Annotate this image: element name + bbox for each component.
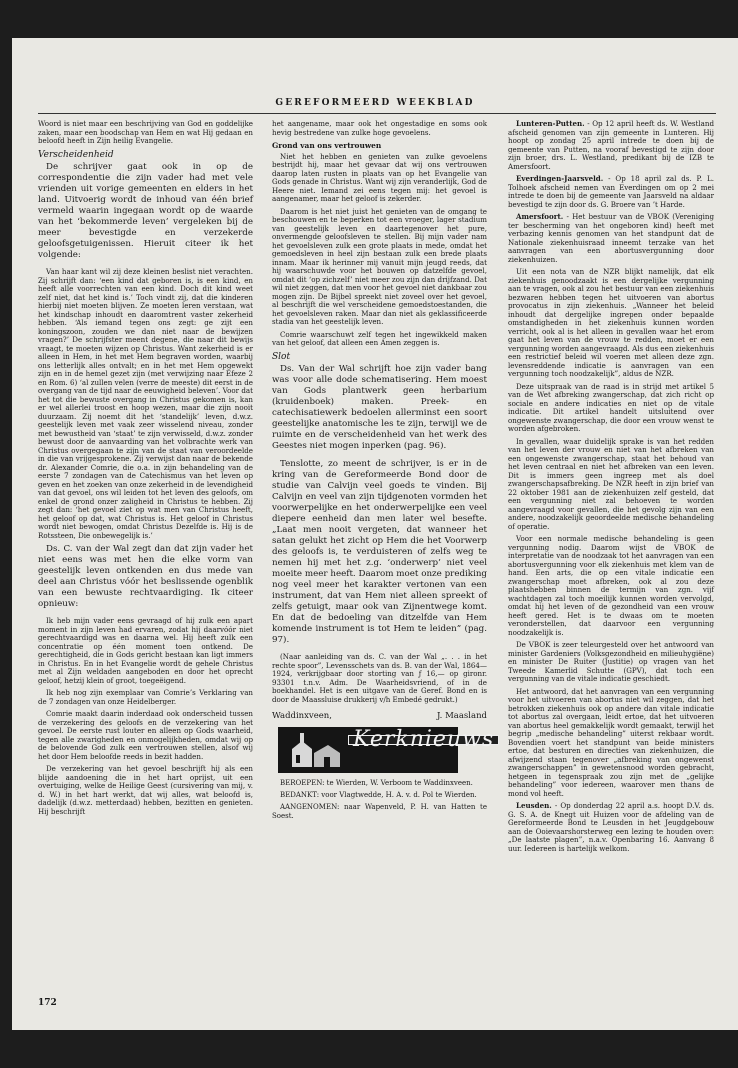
header-rule	[38, 113, 716, 114]
news-place: Lunteren-Putten.	[516, 119, 585, 128]
news-place: Everdingen-Jaarsveld.	[516, 174, 604, 183]
announcement: BEROEPEN: te Wierden, W. Verboom te Waddinxveen.	[280, 778, 473, 787]
paragraph: Daarom is het niet juist het genieten van de omgang te beschouwen en te beperken tot een vroeger, lager stadium van geestelijk leven en daartegenover het pure, onvermengde geloofsleven te stellen. Bij mijn vader nam het gevoelsleven zulk een grote plaats in mede, omdat het gemoedsleven in heel zijn bestaan zulk een brede plaats innam. Maar ik herinner mij vanuit mijn jeugd reeds, dat hij waarschuwde voor het bouwen op datzelfde gevoel, omdat dit ‘op zichzelf’ niet meer zou zijn dan drijfzand. Dat wil niet zeggen, dat men voor het gevoel niet dankbaar zou mogen zijn. De Bijbel spreekt niet zoveel over het gevoel, al beschrijft die wel verscheidene gemoedstoestanden, die het gevoelsleven raken. Maar dan niet als geklassificeerde stadia van het geestelijk leven.	[272, 206, 487, 326]
news-place: Amersfoort.	[516, 212, 564, 221]
news-item: Leusden. - Op donderdag 22 april a.s. hoopt D.V. ds. G. S. A. de Knegt uit Huizen voor de afdeling van de Gereformeerde Bond te Leusden in het Jeugdgebouw aan de Ooievaarshorsterweg een lezing te houden over: „De laatste plagen”, n.a.v. Openbaring 16. Aanvang 8 uur. Iedereen is hartelijk welkom.	[508, 801, 714, 853]
signature-line	[272, 712, 487, 721]
paragraph: De verzekering van het gevoel beschrijft hij als een blijde aandoening die in het hart oprijst, uit een overtuiging, welke de Heilige Geest (cursivering van mij, v. d. W.) in het hart werkt, dat wij alles, wat beloofd is, dadelijk (d.w.z. metterdaad) hebben, bezitten en genieten. Hij beschrijft	[38, 764, 253, 816]
announcement: AANGENOMEN: naar Wapenveld, P. H. van Hatten te Soest.	[272, 803, 487, 820]
paragraph: Ds. Van der Wal schrijft hoe zijn vader bang was voor alle dode schematisering. Hem moest van Gods plantwerk geen herbarium (kruidenboek) maken. Preek- en catechisatiewerk bedoelen allerminst een soort geestelijke anatomische les te zijn, terwijl we de ruimte en de verscheidenheid van het werk des Geestes niet mogen inperken (pag. 96).	[272, 364, 487, 451]
banner-title: Kerknieuws	[348, 735, 499, 746]
column-middle	[272, 119, 495, 824]
magazine-page	[12, 38, 738, 1030]
column-right	[508, 120, 714, 857]
church-illustration-icon	[284, 731, 342, 769]
paragraph: Tenslotte, zo meent de schrijver, is er in de kring van de Gereformeerde Bond door de studie van Calvijn veel goeds te vinden. Bij Calvijn en veel van zijn tijdgenoten vormden het voorwerpelijke en het onderwerpelijke een veel diepere eenheid dan men later wel besefte. „Laat men nooit vergeten, dat wanneer het satan gelukt het zicht op Hem die het Voorwerp des geloofs is, te verduisteren of zelfs weg te nemen hij met het z.g. ‘onderwerp’ niet veel moeite meer heeft. Daarom moet onze prediking nog veel meer het karakter vertonen van een instrument, dat van Hem niet alleen spreekt of zelfs getuigt, maar ook van Zijnentwege komt. En dat de bedoeling van ditzelfde van Hem komende instrument is tot Hem te leiden” (pag. 97).	[272, 459, 487, 645]
paragraph: Comrie waarschuwt zelf tegen het ingewikkeld maken van het geloof, dat alleen een Amen zeggen is.	[272, 329, 487, 347]
paragraph: Niet het hebben en genieten van zulke gevoelens bestrijdt hij, maar het gevaar dat wij ons vertrouwen daarop laten rusten in plaats van op het Evangelie van Gods genade in Christus. Want wij zijn veranderlijk, God de Heere niet. Iemand zei eens tegen mij: het gevoel is aangenamer, maar het geloof is zekerder.	[272, 151, 487, 203]
news-item: Everdingen-Jaarsveld. - Op 18 april zal ds. P. L. Tolhoek afscheid nemen van Everdingen om op 2 mei intrede te doen bij de gemeente van Jaarsveld na aldaar bevestigd te zijn door ds. G. Broere van ’t Harde.	[508, 174, 714, 209]
news-place: Leusden.	[516, 801, 552, 810]
news-item: Lunteren-Putten. - Op 12 april heeft ds. W. Westland afscheid genomen van zijn gemeente in Lunteren. Hij hoopt op zondag 25 april intrede te doen bij de gemeente van Putten, na vooraf bevestigd te zijn door zijn broer, drs. L. Westland, predikant bij de IZB te Amersfoort.	[508, 119, 714, 171]
page-number: 172	[38, 998, 57, 1008]
signature-place: Waddinxveen,	[272, 711, 332, 721]
announcement: BEDANKT: voor Vlagtwedde, H. A. v. d. Pol te Wierden.	[280, 790, 477, 799]
paragraph: De VBOK is zeer teleurgesteld over het antwoord van minister Gardeniers (Volksgezondheid en milieuhygiëne) en minister De Ruiter (Justitie) op vragen van het Tweede Kamerlid Schutte (GPV), dat toch een vergunning van de vitale indicatie geschiedt.	[508, 640, 714, 683]
paragraph: Ds. C. van der Wal zegt dan dat zijn vader het niet eens was met hen die elke vorm van geestelijk leven ontkenden en dus mede van deel aan Christus vóór het beslissende ogenblik van een bewuste rechtvaardiging. Ik citeer opnieuw:	[38, 544, 253, 609]
paragraph: het aangename, maar ook het ongestadige en soms ook hevig bestredene van zulke hoge gevoelens.	[272, 119, 487, 137]
source-note: (Naar aanleiding van ds. C. van der Wal „. . . in het rechte spoor”, Levensschets van ds. B. van der Wal, 1864—1924, verkrijgbaar door storting van ƒ 16,— op gironr. 93301 t.n.v. Adm. De Waarheidsvriend, of in de boekhandel. Het is een uitgave van de Geref. Bond en is door de Maassluise drukkerij v/h Embedé gedrukt.)	[272, 652, 487, 704]
paragraph: Deze uitspraak van de raad is in strijd met artikel 5 van de Wet afbreking zwangerschap, dat zich richt op sociale en andere indicaties en niet op de vitale indicatie. Dit artikel handelt uitsluitend over ongewenste zwangerschap, die door een vrouw wenst te worden afgebroken.	[508, 381, 714, 433]
paragraph: In gevallen, waar duidelijk sprake is van het redden van het leven der vrouw en niet van het afbreken van een ongewenste zwangerschap, staat het behoud van het leven centraal en niet het afbreken van een leven. Dit is immers geen ingreep met als doel zwangerschapsafbreking. De NZR heeft in zijn brief van 22 oktober 1981 aan de ziekenhuizen zelf gesteld, dat een vergunning niet zal behoeven te worden aangevraagd voor gevallen, die het gevolg zijn van een andere, noodzakelijk geoordeelde medische behandeling of operatie.	[508, 436, 714, 531]
column-left	[38, 120, 253, 820]
paragraph: Het antwoord, dat het aanvragen van een vergunning voor het uitvoeren van abortus niet wil zeggen, dat het betrokken ziekenhuis ook op andere dan vitale indicatie tot abortus zal overgaan, leidt ertoe, dat het uitvoeren van abortus heel gemakkelijk wordt gemaakt, terwijl het begrip „medische behandeling” uiterst rekbaar wordt. Bovendien voert het standpunt van beide ministers ertoe, dat besturen en directies van ziekenhuizen, die afwijzend staan tegenover „afbreking van ongewenst zwangerschappen” in gewetensnood worden gebracht, hetgeen in tegenspraak zou zijn met de „gelijke behandeling” voor iedereen, waarover men thans de mond vol heeft.	[508, 686, 714, 798]
paragraph: De schrijver gaat ook in op de correspondentie die zijn vader had met vele vrienden uit vorige gemeenten en elders in het land. Uitvoerig wordt de inhoud van één brief vermeld waarin ingegaan wordt op de waarde van het ‘bekommerde leven’ vergeleken bij de meer bevestigde en verzekerde geloofsgetuigenissen. Hieruit citeer ik het volgende:	[38, 162, 253, 260]
paragraph: Uit een nota van de NZR blijkt namelijk, dat elk ziekenhuis genoodzaakt is een dergelijke vergunning aan te vragen, ook al zou het bestuur van een ziekenhuis bezwaren hebben tegen het uitvoeren van abortus provocatus in zijn ziekenhuis. „Wanneer het beleid inhoudt dat dergelijke ingrepen onder bepaalde omstandigheden in het ziekenhuis kunnen worden verricht, ook al is het alleen in gevallen waar het erom gaat het leven van de vrouw te redden, moet er een vergunning worden aangevraagd. Als dus een ziekenhuis een restrictief beleid wil voeren met alleen deze zgn. levensreddende indicatie is aanvragen van een vergunning toch noodzakelijk”, aldus de NZR.	[508, 267, 714, 378]
section-heading: Grond van ons vertrouwen	[272, 141, 382, 150]
paragraph: Ik heb nog zijn exemplaar van Comrie’s Verklaring van de 7 zondagen van onze Heidelberger.	[38, 688, 253, 706]
kerknieuws-banner	[278, 726, 495, 773]
news-item: Amersfoort. - Het bestuur van de VBOK (Vereniging ter bescherming van het ongeboren kind) heeft met verbazing kennis genomen van het standpunt dat de Nationale ziekenhuisraad inneemt terzake van het aanvragen van een abortusvergunning door ziekenhuizen.	[508, 212, 714, 264]
section-heading: Slot	[272, 351, 291, 362]
paragraph: Woord is niet maar een beschrijving van God en goddelijke zaken, maar een boodschap van Hem en wat Hij gedaan en beloofd heeft in Zijn heilig Evangelie.	[38, 119, 253, 145]
section-heading: Verscheidenheid	[38, 149, 114, 160]
paragraph: Comrie maakt daarin inderdaad ook onderscheid tussen de verzekering des geloofs en de verzekering van het gevoel. De eerste rust louter en alleen op Gods waarheid, tegen alle zwarigheden en onmogelijkheden, omdat wij op de belovende God zulk een vertrouwen stellen, alsof wij het door Hem beloofde reeds in bezit hadden.	[38, 709, 253, 761]
quote-paragraph: Van haar kant wil zij deze kleinen beslist niet verachten. Zij schrijft dan: ‘een kind dat geboren is, is een kind, en heeft alle voorrechten van een kind. Doch dit kind weet zelf niet, dat het kind is.’ Toch vindt zij, dat die kinderen hierbij niet moeten blijven. Ze moeten leren verstaan, wat het kindschap inhoudt en daaromtrent vaster zekerheid hebben. ‘Als iemand tegen ons zegt: ge zijt een koningszoon, zouden we dan niet naar de bewijzen vragen?’ De schrijfster meent degene, die naar dit bewijs vraagt, te moeten wijzen op Christus. Want zekerheid is er alleen in Hem, in het met Hem begraven worden, waarbij ons letterlijk alles ontvalt; en in het met Hem opgewekt zijn en in de hemel gezet zijn (met verwijzing naar Efeze 2 en Rom. 6) ‘al zullen velen (verre de meeste) dit eerst in de overgang van de tijd naar de eeuwigheid beleven’. Voor dat het tot die bewuste overgang in Christus gekomen is, kan er wel allerlei troost en hoop wezen, maar die zijn nooit duurzaam. Zij noemt dit het ‘standelijk’ leven, d.w.z. geestelijk leven met vaak zeer wisselend niveau, zonder met bewustheid van ‘staat’ te zijn verwisseld, d.w.z. zonder bewust door de aanvaarding van het volbrachte werk van Christus overgegaan te zijn van de staat van veroordeelde in die van vrijgesprokene. Zij verwijst dan naar de bekende dr. Alexander Comrie, die o.a. in zijn behandeling van de eerste 7 zondagen van de Catechismus van het leven op geven en het zoeken van onze zekerheid in de levendigheid van dat gevoel, ons wil leiden tot het leven des geloofs, om enkel de grond onzer zaligheid in Christus te hebben. Zij zegt dan: ‘het gevoel ziet op wat men van Christus heeft, het geloof op dat, wat Christus is. Het geloof in Christus wordt niet bewogen, omdat Christus Dezelfde is. Hij is de Rotssteen, Die onbewegelijk is.’	[38, 267, 253, 540]
signature-name: J. Maasland	[436, 711, 487, 721]
header-title: GEREFORMEERD WEEKBLAD	[275, 98, 475, 108]
paragraph: Voor een normale medische behandeling is geen vergunning nodig. Daarom wijst de VBOK de interpretatie van de noodzaak tot het aanvragen van een abortusvergunning voor elk ziekenhuis met klem van de hand. Een arts, die op een vitale indicatie een zwangerschap moet afbreken, ook al zou deze plaatshebben binnen de termijn van zgn. vijf wachtdagen zal toch moeilijk kunnen worden vervolgd, omdat hij het leven of de gezondheid van een vrouw heeft gered. Het is te dwaas om te moeten veronderstellen, dat daarvoor een vergunning noodzakelijk is.	[508, 534, 714, 637]
quote-paragraph: Ik heb mijn vader eens gevraagd of hij zulk een apart moment in zijn leven had ervaren, zodat hij daarvóór niet gerechtvaardigd was en daarna wel. Hij heeft zulk een concentratie op één moment toen ontkend. De gerechtigheid, die in Gods gericht bestaan kan ligt immers in Christus. En in het Evangelie wordt de gehele Christus met al Zijn weldaden aangeboden en door het oprecht geloof, hetzij klein of groot, toegeëigend.	[38, 616, 253, 685]
